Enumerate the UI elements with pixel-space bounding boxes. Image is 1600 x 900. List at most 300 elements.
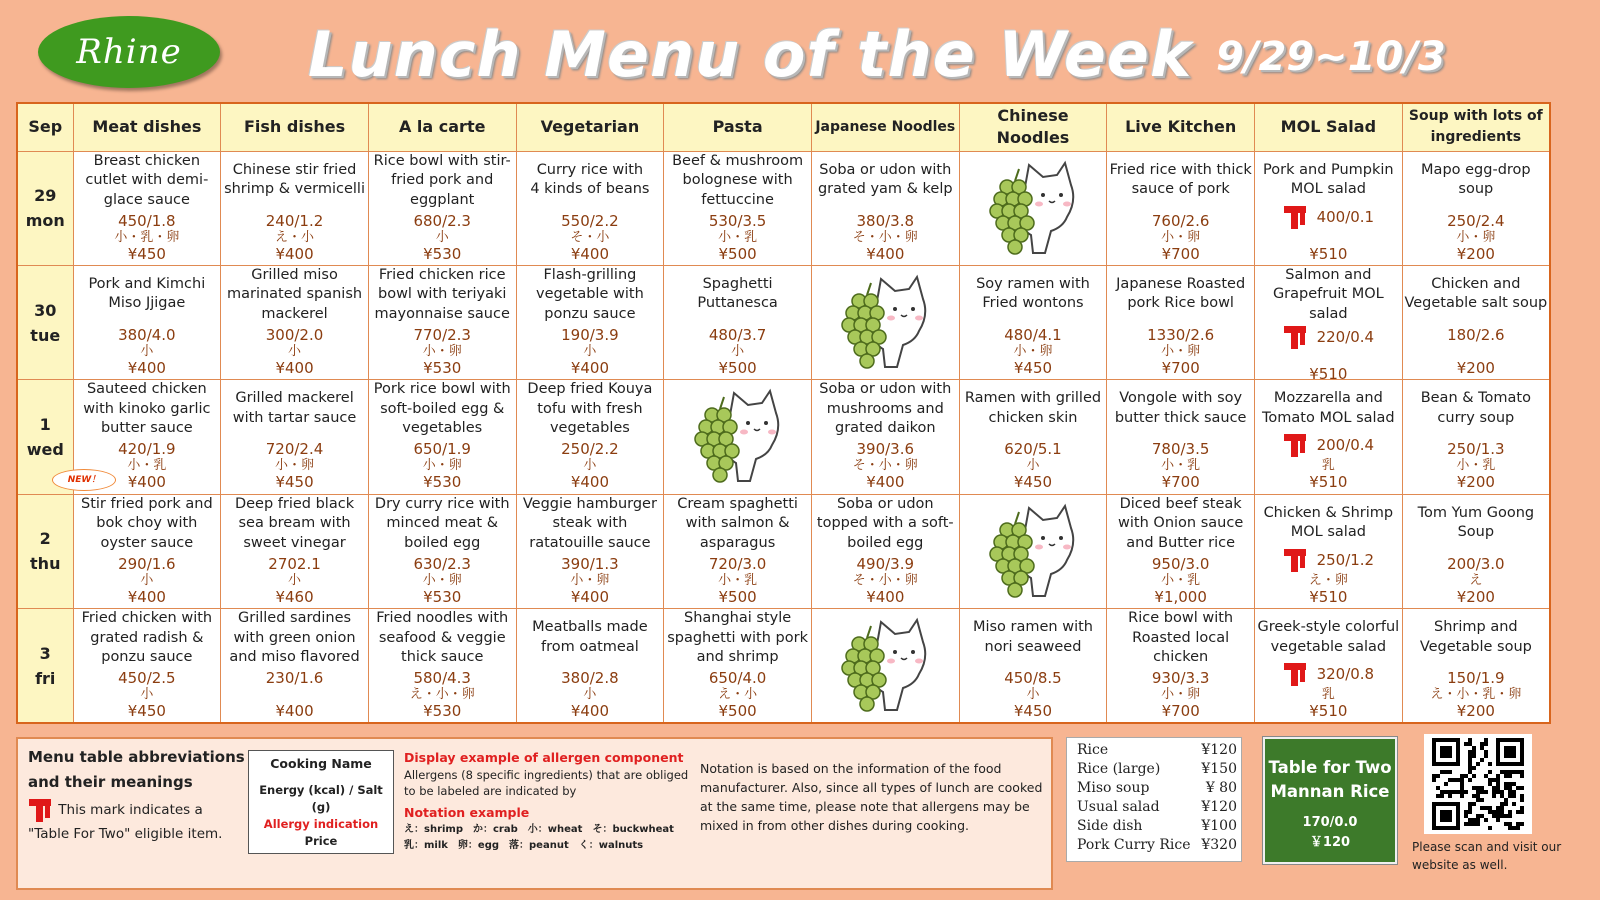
dish-nutrition: 300/2.0 [265,325,324,344]
dish-nutrition: 650/4.0 [708,669,767,688]
dish-price: ¥400 [570,244,609,263]
menu-table [16,102,1551,724]
dish-nutrition: 320/0.8 [1316,665,1375,684]
dish-name: Pork rice bowl with soft-boiled egg & vegetables [373,381,511,437]
dish-item [1255,495,1402,607]
dish-nutrition: 650/1.9 [413,440,471,459]
dish-nutrition: 150/1.9 [1447,669,1505,688]
dish-nutrition: 250/1.2 [1316,550,1375,569]
sample-allergy: Allergy indication [263,817,379,831]
dish-nutrition: 380/4.0 [118,325,176,344]
dish-nutrition: 620/5.1 [1004,440,1062,459]
dish-nutrition: 530/3.5 [708,211,767,230]
dish-details [1255,204,1402,263]
dish-nutrition: 420/1.9 [118,440,176,459]
dish-allergens: 小・卵 [422,343,462,359]
dish-item [1403,609,1549,721]
dish-allergens: 小・乳 [1456,458,1496,474]
table-for-two-icon [1283,432,1307,458]
day-row [17,151,1550,265]
dish-name: Diced beef steak with Onion sauce and Butter rice [1118,495,1244,551]
dish-item [369,380,516,492]
dish-price: ¥200 [1456,702,1495,721]
menu-cell [73,380,221,494]
cat-illustration [664,380,811,492]
dish-item [960,266,1107,378]
dish-name: Rice bowl with Roasted local chicken [1128,610,1234,666]
dish-name: Greek-style colorful vegetable salad [1257,619,1400,655]
day-number: 3 [39,643,51,663]
dish-price: ¥200 [1456,358,1495,377]
dish-allergens: 小・卵 [1161,229,1201,245]
menu-cell [959,151,1107,265]
logo-text: Rhine [76,32,182,72]
dish-price: ¥700 [1161,358,1200,377]
menu-cell [664,609,812,723]
dish-nutrition: 930/3.3 [1151,669,1210,688]
dish-nutrition: 380/2.8 [561,669,619,688]
dish-allergens: 小 [1026,687,1040,703]
col-header-pasta: Pasta [664,103,812,151]
menu-cell [811,494,959,608]
dish-item [369,495,516,607]
menu-cell [959,380,1107,494]
dish-item [369,152,516,264]
table-for-two-icon [1283,324,1307,350]
side-item [1077,779,1237,798]
dish-allergens: 小 [583,687,597,703]
day-row [17,380,1550,494]
tft-nutrition-row [1255,547,1402,573]
dish-name: Pork and Pumpkin MOL salad [1263,161,1394,197]
allergen-text: Allergens (8 specific ingredients) that are obliged to be labeled are indicated by [404,768,689,798]
dish-price: ¥450 [1013,473,1053,492]
side-item-name: Miso soup [1077,780,1150,796]
dish-details [74,555,221,606]
cat-with-grapes-icon [985,157,1081,259]
dish-nutrition: 550/2.2 [561,211,619,230]
menu-cell [516,494,664,608]
legend-title: Menu table abbreviations and their meanings [28,748,245,791]
menu-cell [811,609,959,723]
dish-details [960,326,1107,377]
dish-allergens [1255,230,1402,245]
dish-allergens: 小 [288,572,302,588]
dish-name: Grilled mackerel with tartar sauce [232,390,357,426]
dish-price: ¥510 [1309,702,1348,721]
dish-allergens [1403,344,1549,359]
dish-details [1403,326,1549,377]
dish-price: ¥200 [1456,473,1495,492]
dish-allergens: 小・卵 [1456,229,1496,245]
day-of-week: fri [35,668,56,688]
menu-cell [1402,609,1550,723]
dish-nutrition: 630/2.3 [413,554,471,573]
dish-details [74,669,221,720]
dish-item [1255,266,1402,384]
allergen-info [404,749,694,854]
dish-name: Fried chicken with grated radish & ponzu sauce [81,610,213,666]
col-header-fish: Fish dishes [221,103,369,151]
cat-illustration [960,152,1107,264]
day-row [17,494,1550,608]
col-header-meat: Meat dishes [73,103,221,151]
menu-cell [1402,265,1550,379]
dish-nutrition: 480/3.7 [708,325,767,344]
dish-price: ¥500 [718,244,757,263]
menu-cell [221,265,369,379]
dish-item [664,609,811,721]
dish-nutrition: 950/3.0 [1151,554,1210,573]
dish-item [517,609,664,721]
col-header-live-kitchen: Live Kitchen [1107,103,1255,151]
dish-details [1403,555,1549,606]
menu-cell [664,265,812,379]
dish-details [812,555,959,606]
side-item-name: Side dish [1077,818,1143,834]
menu-cell [516,609,664,723]
dish-details [1107,440,1254,491]
menu-cell [368,494,516,608]
tft-legend-text: This mark indicates a "Table For Two" eligible item. [28,802,223,842]
dish-allergens: 小 [1026,458,1040,474]
menu-cell [221,151,369,265]
side-menu-box [1066,737,1242,862]
dish-price: ¥530 [423,244,462,263]
notation-heading: Notation example [404,805,530,820]
menu-cell [1255,151,1403,265]
dish-name: Grilled sardines with green onion and miso flavored [229,610,360,666]
dish-item [1403,380,1549,492]
dish-nutrition: 250/1.3 [1447,440,1505,459]
col-header-soup: Soup with lots of ingredients [1402,103,1550,151]
dish-allergens: え・小・卵 [409,687,475,703]
allergen-heading: Display example of allergen component [404,750,684,765]
dish-name: Deep fried black sea bream with sweet vinegar [234,495,355,551]
dish-nutrition: 580/4.3 [413,669,471,688]
dish-details [1107,326,1254,377]
dish-price: ¥1,000 [1154,587,1207,606]
col-header-a-la-carte: A la carte [368,103,516,151]
menu-cell [73,494,221,608]
dish-name: Soy ramen with Fried wontons [976,275,1090,312]
dish-item [1403,266,1549,378]
dish-nutrition: 450/8.5 [1004,669,1062,688]
menu-cell [1255,380,1403,494]
menu-cell [516,265,664,379]
dish-name: Flash-grilling vegetable with ponzu sauce [536,266,644,322]
dish-name: Tom Yum Goong Soup [1417,504,1535,541]
dish-details [369,212,516,263]
dish-allergens: 小 [583,343,597,359]
side-item-price: ¥100 [1201,818,1237,834]
dish-nutrition: 250/2.4 [1447,211,1505,230]
day-number: 2 [39,529,51,549]
new-badge: NEW！ [52,469,116,491]
col-header-japanese-noodles: Japanese Noodles [811,103,959,151]
side-item-name: Pork Curry Rice [1077,837,1191,853]
side-item-price: ¥320 [1201,837,1237,853]
dish-nutrition: 680/2.3 [413,211,471,230]
dish-name: Chicken & Shrimp MOL salad [1263,504,1394,541]
dish-details [664,669,811,720]
allergen-codes-1: え：shrimp か：crab 小：wheat そ：buckwheat [404,824,674,835]
dish-name: Dry curry rice with minced meat & boiled egg [374,495,510,551]
dish-item [1403,152,1549,264]
dish-name: Fried chicken rice bowl with teriyaki mayonnaise sauce [374,266,510,322]
dish-name: Spaghetti Puttanesca [697,275,778,312]
tft-legend [28,797,248,845]
dish-nutrition: 190/3.9 [561,325,619,344]
side-item-price: ¥120 [1201,799,1237,815]
dish-price: ¥400 [275,702,314,721]
dish-price: ¥530 [423,358,462,377]
dish-price: ¥510 [1309,244,1348,263]
dish-price: ¥500 [718,587,757,606]
dish-allergens: 小・卵 [1161,343,1201,359]
dish-nutrition: 230/1.6 [265,669,324,688]
dish-allergens: 小 [583,458,597,474]
menu-cell [1107,494,1255,608]
menu-cell [221,609,369,723]
cat-illustration [812,609,959,721]
dish-allergens: え・卵 [1308,572,1348,588]
dish-details [517,326,664,377]
dish-item [1255,609,1402,721]
tft-nutrition-row [1255,432,1402,458]
qr-code[interactable] [1424,734,1532,834]
dish-price: ¥700 [1161,244,1200,263]
day-number: 30 [34,300,57,320]
dish-nutrition: 250/2.2 [561,440,619,459]
menu-cell [1107,380,1255,494]
dish-item [1403,495,1549,607]
menu-cell [1402,494,1550,608]
dish-nutrition: 240/1.2 [265,211,324,230]
col-header-mol-salad: MOL Salad [1255,103,1403,151]
dish-nutrition: 290/1.6 [118,554,176,573]
menu-cell [516,380,664,494]
dish-nutrition: 760/2.6 [1151,211,1210,230]
dish-details [812,212,959,263]
dish-item [812,152,959,264]
menu-cell [1402,380,1550,494]
dish-allergens [1255,350,1402,365]
qr-code-icon [1424,734,1532,834]
dish-details [517,212,664,263]
table-for-two-box [1263,737,1397,864]
day-of-week: tue [30,325,61,345]
day-of-week: wed [26,439,64,459]
side-item-name: Usual salad [1077,799,1160,815]
dish-item [74,152,221,264]
dish-price: ¥510 [1309,473,1348,492]
menu-cell [73,609,221,723]
dish-item [960,609,1107,721]
menu-cell [959,609,1107,723]
dish-allergens: 小・卵 [422,458,462,474]
dish-allergens: 小・乳・卵 [114,229,180,245]
dish-price: ¥400 [570,702,609,721]
menu-cell [664,380,812,494]
dish-nutrition: 780/3.5 [1151,440,1210,459]
cat-illustration [960,495,1107,607]
dish-allergens: 小 [435,229,449,245]
dish-price: ¥500 [718,702,757,721]
dish-item [1107,495,1254,607]
dish-allergens: 小・乳 [127,458,167,474]
dish-name: Mapo egg-drop soup [1421,161,1531,197]
day-of-week: mon [25,211,65,231]
dish-item [1107,380,1254,492]
dish-price: ¥400 [570,358,609,377]
dish-details [664,326,811,377]
menu-cell [368,609,516,723]
dish-price: ¥200 [1456,244,1495,263]
side-item [1077,817,1237,836]
dish-details [1403,212,1549,263]
dish-nutrition: 400/0.1 [1316,207,1375,226]
dish-item [812,380,959,492]
dish-details [517,555,664,606]
dish-price: ¥530 [423,587,462,606]
dish-nutrition: 720/3.0 [708,554,767,573]
dish-item [517,495,664,607]
sample-cooking-name: Cooking Name [270,756,372,771]
dish-allergens: 小・卵 [570,572,610,588]
dish-name: Vongole with soy butter thick sauce [1114,390,1247,426]
dish-details [221,212,368,263]
dish-allergens: そ・小・卵 [852,458,918,474]
dish-price: ¥700 [1161,702,1200,721]
dish-price: ¥450 [1013,358,1053,377]
cat-with-grapes-icon [985,500,1081,602]
dish-name: Soba or udon topped with a soft- boiled egg [816,495,954,551]
menu-cell [959,494,1107,608]
dish-item [369,266,516,378]
side-item-price: ¥120 [1201,742,1237,758]
tft-nutrition-row [1255,324,1402,350]
dish-allergens: え [1469,572,1483,588]
side-item [1077,836,1237,855]
dish-nutrition: 200/0.4 [1316,436,1375,455]
dish-nutrition: 200/3.0 [1447,554,1505,573]
dish-item [1255,152,1402,264]
dish-allergens: 小・乳 [718,229,758,245]
day-label [17,151,73,265]
dish-nutrition: 380/3.8 [856,211,915,230]
dish-name: Salmon and Grapefruit MOL salad [1272,266,1384,322]
dish-details [1255,547,1402,606]
dish-item [74,609,221,721]
side-item-price: ¥ 80 [1205,780,1237,796]
dish-details [369,555,516,606]
menu-cell [368,380,516,494]
dish-item [221,609,368,721]
dish-nutrition: 720/2.4 [265,440,324,459]
dish-allergens: 小・乳 [718,572,758,588]
dish-name: Fried noodles with seafood & veggie thick sauce [376,610,509,666]
dish-allergens [221,687,368,702]
dish-details [221,440,368,491]
day-number: 1 [39,414,51,434]
dish-price: ¥510 [1309,587,1348,606]
dish-item [1107,152,1254,264]
dish-item [812,495,959,607]
dish-details [1107,669,1254,720]
menu-cell [221,380,369,494]
menu-cell [959,265,1107,379]
dish-name: Rice bowl with stir- fried pork and eggplant [373,152,511,208]
dish-nutrition: 2702.1 [268,554,321,573]
qr-caption: Please scan and visit our website as well. [1412,840,1562,872]
dish-price: ¥400 [275,358,314,377]
menu-cell [73,151,221,265]
dish-nutrition: 450/1.8 [118,211,176,230]
day-of-week: thu [30,554,61,574]
dish-price: ¥400 [866,587,905,606]
dish-price: ¥450 [127,244,166,263]
dish-details [1255,324,1402,383]
dish-details [1255,432,1402,491]
dish-name: Grilled miso marinated spanish mackerel [226,266,363,322]
dish-details [517,669,664,720]
dish-nutrition: 480/4.1 [1004,325,1062,344]
page-title: Lunch Menu of the Week [308,18,1193,91]
dish-details [221,669,368,720]
side-item [1077,741,1237,760]
dish-name: Sauteed chicken with kinoko garlic butter sauce [83,381,211,437]
col-header-vegetarian: Vegetarian [516,103,664,151]
dish-price: ¥460 [275,587,314,606]
dish-item [221,495,368,607]
cat-with-grapes-icon [690,385,786,487]
tft-box-price: ￥120 [1309,835,1351,850]
dish-item [1255,380,1402,492]
dish-price: ¥510 [1309,365,1348,384]
tft-box-title: Table for Two Mannan Rice [1268,758,1392,801]
week-dates: 9/29~10/3 [1216,34,1446,80]
dish-item [1107,266,1254,378]
dish-details [960,440,1107,491]
dish-name: Chinese stir fried shrimp & vermicelli [224,161,365,197]
dish-details [960,669,1107,720]
menu-cell [516,151,664,265]
day-number: 29 [34,186,57,206]
menu-cell [1107,151,1255,265]
side-item-name: Rice (large) [1077,761,1161,777]
menu-cell [368,151,516,265]
dish-name: Cream spaghetti with salmon & asparagus [677,495,798,551]
dish-price: ¥500 [718,358,757,377]
dish-price: ¥530 [423,702,462,721]
header-row [17,103,1550,151]
menu-cell [1107,609,1255,723]
dish-details [369,669,516,720]
dish-details [221,326,368,377]
sample-card [248,750,394,854]
menu-cell [664,494,812,608]
col-header-month: Sep [17,103,73,151]
dish-item [74,495,221,607]
dish-nutrition: 180/2.6 [1447,325,1505,344]
dish-nutrition: 220/0.4 [1316,328,1375,347]
dish-name: Japanese Roasted pork Rice bowl [1116,275,1246,312]
sample-energy-salt: Energy (kcal) / Salt (g) [259,783,383,814]
dish-price: ¥400 [275,244,314,263]
dish-item [517,152,664,264]
dish-allergens: 小 [288,343,302,359]
